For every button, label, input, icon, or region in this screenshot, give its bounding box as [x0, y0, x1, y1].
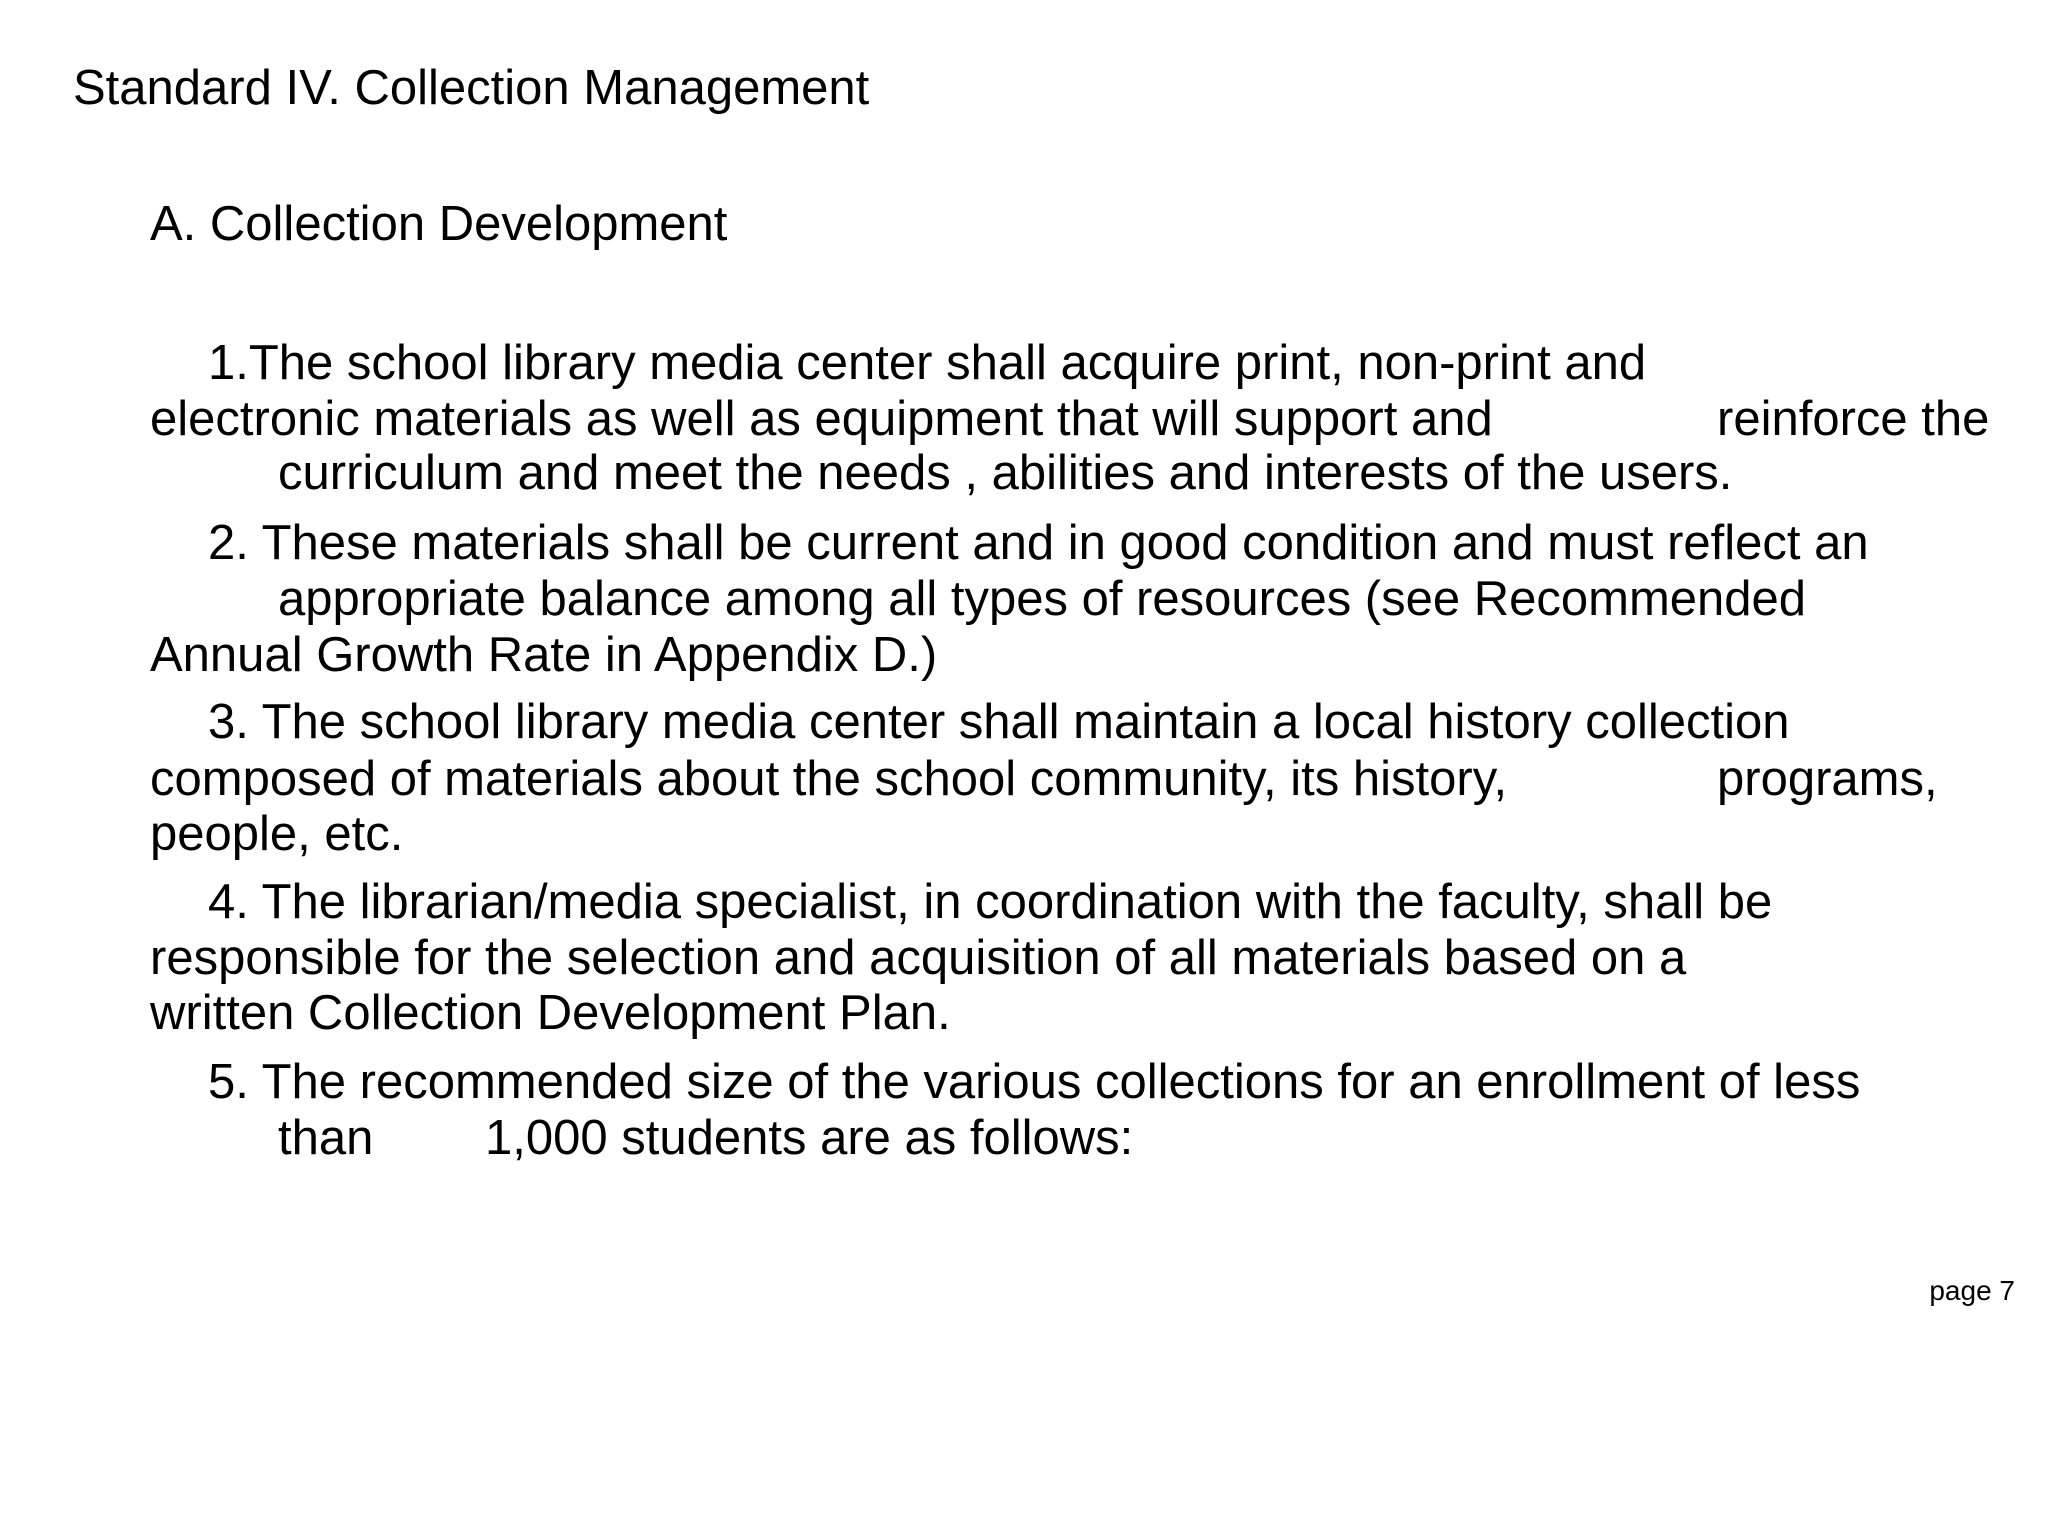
item-1-line-2-end: reinforce the	[1717, 392, 1990, 446]
item-1-line-3: curriculum and meet the needs , abilities and interests of the users.	[278, 446, 1733, 500]
item-3-line-3: people, etc.	[150, 807, 404, 861]
item-4-line-1: 4. The librarian/media specialist, in coordination with the faculty, shall be	[208, 875, 1773, 929]
item-5-line-2-start: than	[278, 1111, 374, 1165]
item-2-line-1: 2. These materials shall be current and in good condition and must reflect an	[208, 516, 1869, 570]
page-title: Standard IV. Collection Management	[73, 61, 870, 115]
item-2-line-2: appropriate balance among all types of resources (see Recommended	[278, 572, 1807, 626]
item-5-line-1: 5. The recommended size of the various collections for an enrollment of less	[208, 1055, 1861, 1109]
item-1-line-1: 1.The school library media center shall acquire print, non-print and	[208, 336, 1647, 390]
item-3-line-2: composed of materials about the school community, its history,	[150, 752, 1508, 806]
item-3-line-1: 3. The school library media center shall maintain a local history collection	[208, 695, 1790, 749]
item-4-line-2: responsible for the selection and acquisition of all materials based on a	[150, 931, 1687, 985]
page-number: page 7	[1929, 1275, 2015, 1306]
item-3-line-2-end: programs,	[1717, 752, 1938, 806]
item-2-line-3: Annual Growth Rate in Appendix D.)	[150, 628, 938, 682]
item-4-line-3: written Collection Development Plan.	[150, 986, 951, 1040]
section-heading: A. Collection Development	[150, 197, 728, 251]
item-5-line-2-end: 1,000 students are as follows:	[485, 1111, 1134, 1165]
item-1-line-2: electronic materials as well as equipment that will support and	[150, 392, 1493, 446]
